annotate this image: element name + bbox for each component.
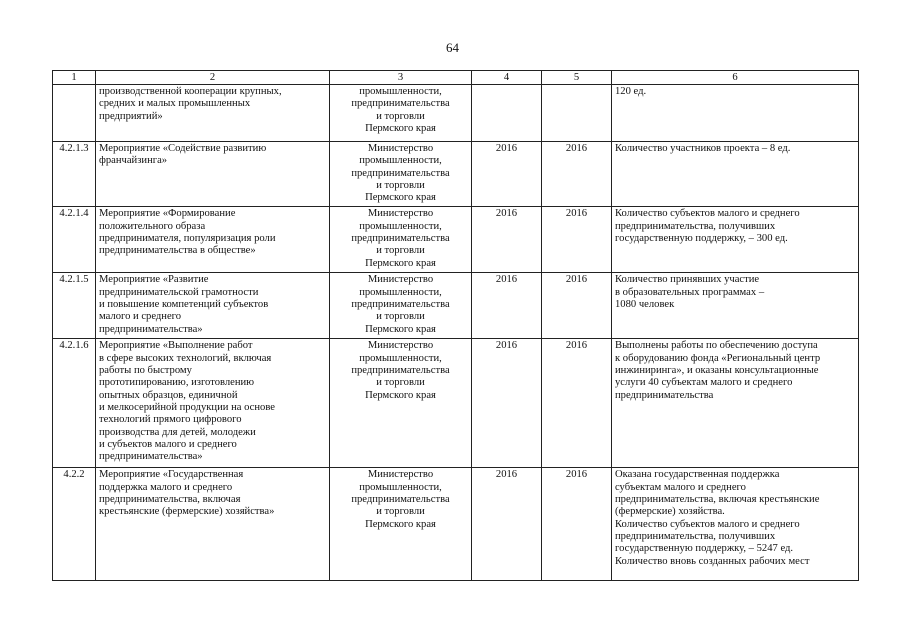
row-end-year [542,85,612,142]
row-code [53,85,96,142]
row-executor-line: Пермского края [365,257,436,269]
row-executor [330,468,472,581]
row-end-year: 2016 [542,142,612,207]
row-result-line: предпринимательства, получивших [615,220,776,232]
row-measure [96,339,330,468]
row-measure-line: Мероприятие «Государственная [99,469,244,481]
row-executor-line: и торговли [376,311,425,323]
table-header-row [53,71,859,85]
row-executor-line: промышленности, [359,286,442,298]
row-executor-line: предпринимательства [351,365,450,377]
row-measure-line: Мероприятие «Выполнение работ [99,340,253,352]
header-col-1: 1 [53,71,96,85]
row-measure-line: работы по быстрому [99,365,192,377]
row-measure-line: технологий прямого цифрового [99,414,242,426]
row-result-line: в образовательных программах – [615,286,765,298]
row-result [612,468,859,581]
row-executor-line: предпринимательства [351,494,450,506]
row-executor-line: промышленности, [359,481,442,493]
row-executor-line: Пермского края [365,192,436,204]
row-measure-line: крестьянские (фермерские) хозяйства» [99,506,275,518]
row-measure-line: предприятий» [99,110,163,122]
row-measure-line: и повышение компетенций субъектов [99,299,269,311]
row-measure-line: предпринимательства» [99,451,203,463]
row-executor-line: Пермского края [365,389,436,401]
row-executor-line: Министерство [367,274,434,286]
row-measure-line: Мероприятие «Формирование [99,208,236,220]
row-result [612,339,859,468]
row-result-line: государственную поддержку, – 300 ед. [615,233,788,245]
header-col-3: 3 [330,71,472,85]
table-body [53,85,859,581]
row-result-line: Количество субъектов малого и среднего [615,518,800,530]
row-result-line: Количество вновь созданных рабочих мест [615,555,810,567]
header-col-2: 2 [96,71,330,85]
row-start-year [472,85,542,142]
row-code: 4.2.1.6 [53,339,96,468]
row-executor [330,85,472,142]
row-measure-line: производства для детей, молодежи [99,426,256,438]
row-start-year: 2016 [472,142,542,207]
row-measure-line: поддержка малого и среднего [99,481,233,493]
row-measure [96,85,330,142]
row-start-year: 2016 [472,339,542,468]
row-executor [330,142,472,207]
page-number: 64 [446,40,459,55]
row-executor-line: промышленности, [359,352,442,364]
header-col-4: 4 [472,71,542,85]
table-row [53,207,859,273]
row-executor-line: предпринимательства [351,98,450,110]
measures-table [52,70,859,581]
table-row [53,468,859,581]
row-result [612,85,859,142]
row-result [612,273,859,339]
row-measure [96,207,330,273]
row-measure-line: Мероприятие «Развитие [99,274,209,286]
row-executor [330,207,472,273]
row-result-line: к оборудованию фонда «Региональный центр [615,352,821,364]
header-col-6: 6 [612,71,859,85]
row-measure-line: средних и малых промышленных [99,98,251,110]
row-executor-line: предпринимательства [351,299,450,311]
row-executor-line: Пермского края [365,518,436,530]
row-measure-line: малого и среднего [99,311,182,323]
row-result-line: (фермерские) хозяйства. [615,506,725,518]
row-executor-line: предпринимательства [351,233,450,245]
row-end-year: 2016 [542,468,612,581]
row-result [612,142,859,207]
row-code: 4.2.2 [53,468,96,581]
row-executor [330,339,472,468]
row-start-year: 2016 [472,207,542,273]
row-start-year: 2016 [472,468,542,581]
row-executor-line: предпринимательства [351,167,450,179]
row-executor-line: и торговли [376,179,425,191]
row-measure-line: опытных образцов, единичной [99,389,238,401]
row-executor-line: промышленности, [359,86,442,97]
row-result-line: предпринимательства, включая крестьянские [615,494,820,506]
row-result-line: Количество субъектов малого и среднего [615,208,800,220]
row-result-line: предпринимательства [615,389,714,401]
header-col-5: 5 [542,71,612,85]
row-measure-line: предпринимательства, включая [99,494,241,506]
row-code: 4.2.1.4 [53,207,96,273]
row-executor-line: Министерство [367,143,434,154]
row-executor-line: Пермского края [365,122,436,134]
row-result-line: 1080 человек [615,299,675,311]
row-executor [330,273,472,339]
row-result [612,207,859,273]
row-executor-line: и торговли [376,245,425,257]
row-measure-line: и субъектов малого и среднего [99,438,237,450]
row-measure-line: и мелкосерийной продукции на основе [99,401,275,413]
row-executor-line: промышленности, [359,155,442,167]
table-row [53,85,859,142]
row-code: 4.2.1.5 [53,273,96,339]
row-measure [96,142,330,207]
row-measure-line: в сфере высоких технологий, включая [99,352,272,364]
row-code: 4.2.1.3 [53,142,96,207]
row-executor-line: Министерство [367,208,434,220]
table-row [53,142,859,207]
row-executor-line: Пермского края [365,323,436,335]
row-result-line: Выполнены работы по обеспечению доступа [615,340,818,352]
row-result-line: предпринимательства, получивших [615,530,776,542]
row-measure [96,273,330,339]
row-executor-line: Министерство [367,340,434,352]
row-measure-line: положительного образа [99,220,206,232]
row-end-year: 2016 [542,207,612,273]
row-measure-line: Мероприятие «Содействие развитию [99,143,267,154]
row-result-line: услуги 40 субъектам малого и среднего [615,377,793,389]
row-result-line: государственную поддержку, – 5247 ед. [615,543,794,555]
row-start-year: 2016 [472,273,542,339]
row-executor-line: и торговли [376,377,425,389]
row-measure-line: предпринимательской грамотности [99,286,259,298]
table-row [53,339,859,468]
row-measure-line: предпринимательства» [99,323,203,335]
row-result-line: Количество участников проекта – 8 ед. [615,143,791,154]
row-measure-line: производственной кооперации крупных, [99,86,282,97]
row-end-year: 2016 [542,273,612,339]
row-result-line: субъектам малого и среднего [615,481,746,493]
row-result-line: 120 ед. [615,86,647,97]
row-executor-line: промышленности, [359,220,442,232]
row-measure-line: предпринимательства в обществе» [99,245,256,257]
table-row [53,273,859,339]
row-executor-line: и торговли [376,110,425,122]
row-measure-line: предпринимателя, популяризация роли [99,233,276,245]
row-measure [96,468,330,581]
row-end-year: 2016 [542,339,612,468]
row-result-line: Оказана государственная поддержка [615,469,780,481]
row-result-line: Количество принявших участие [615,274,760,286]
row-executor-line: и торговли [376,506,425,518]
row-result-line: инжиниринга», и оказаны консультационные [615,365,819,377]
row-executor-line: Министерство [367,469,434,481]
row-measure-line: франчайзинга» [99,155,168,167]
row-measure-line: прототипированию, изготовлению [99,377,255,389]
